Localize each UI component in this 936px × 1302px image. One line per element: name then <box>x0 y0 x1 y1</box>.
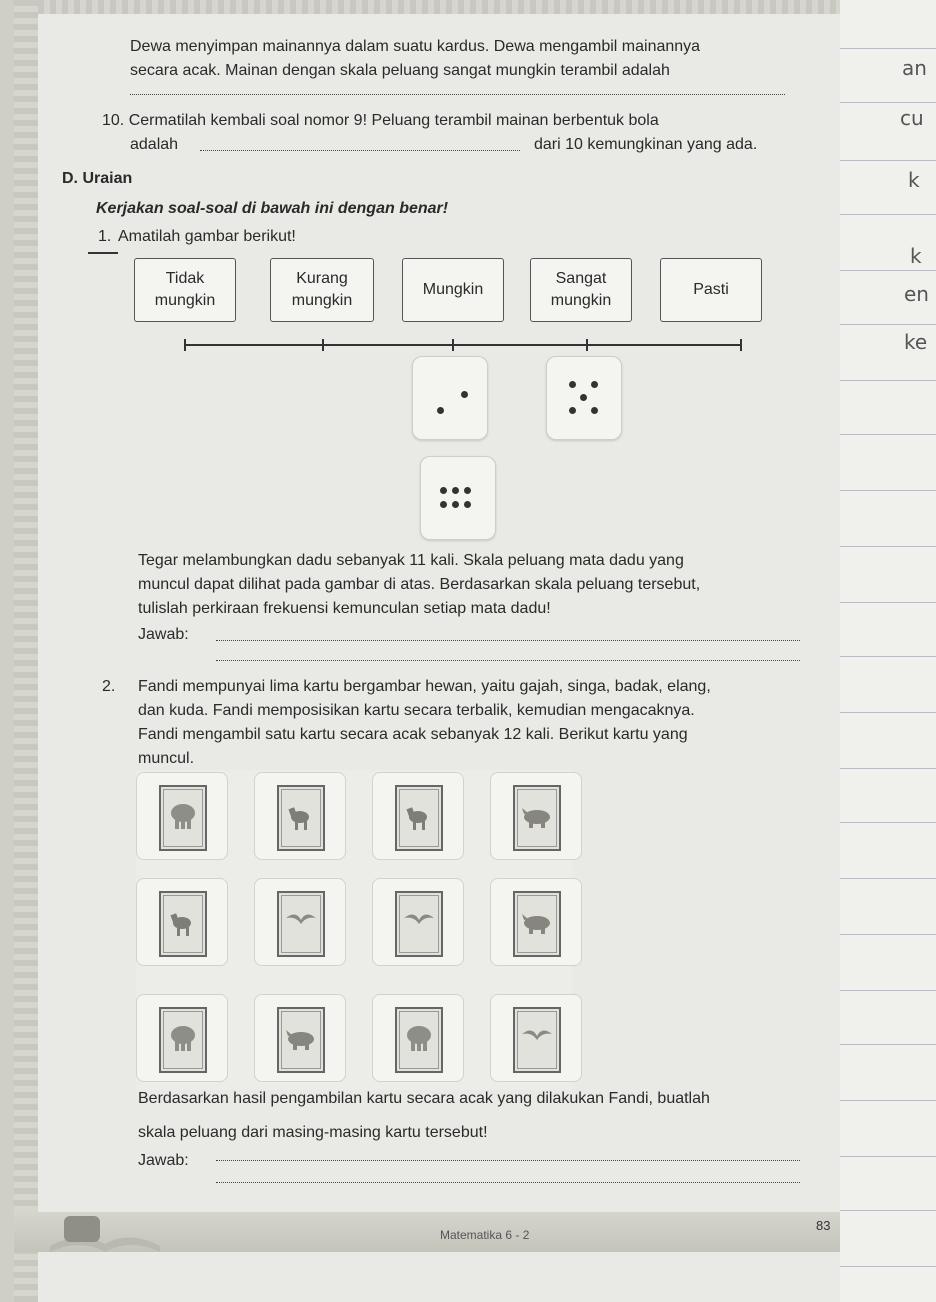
margin-note: cu <box>900 106 924 130</box>
card-kuda <box>372 772 464 860</box>
pen-underline <box>88 252 118 254</box>
q9-line2: secara acak. Mainan dengan skala peluang sangat mungkin terambil adalah <box>130 62 670 79</box>
page-number: 83 <box>816 1218 831 1233</box>
problem2-question-line2: skala peluang dari masing-masing kartu tersebut! <box>138 1124 488 1141</box>
q10-line2-start: adalah <box>130 136 179 153</box>
scale-label-line: Mungkin <box>422 281 484 298</box>
problem2-text-line4: muncul. <box>138 750 195 767</box>
margin-note: k <box>908 168 920 192</box>
scale-tick <box>740 339 742 351</box>
scale-tick <box>184 339 186 351</box>
problem2-answer-line1[interactable] <box>216 1160 800 1161</box>
problem2-number: 2. <box>102 678 116 695</box>
rhino-icon <box>284 1022 318 1056</box>
horse-icon <box>166 906 200 940</box>
page-top-border <box>14 0 840 14</box>
eagle-icon <box>402 906 436 940</box>
problem2-text-line1: Fandi mempunyai lima kartu bergambar hewan, yaitu gajah, singa, badak, elang, <box>138 678 711 695</box>
footer-book-title: Matematika 6 - 2 <box>440 1228 530 1242</box>
card-gajah <box>136 994 228 1082</box>
problem1-answer-line1[interactable] <box>216 640 800 641</box>
scale-tick <box>452 339 454 351</box>
q10-line2-end: dari 10 kemungkinan yang ada. <box>534 136 758 153</box>
scale-label-tidak-mungkin <box>134 258 236 322</box>
q10-answer-line[interactable] <box>200 150 520 151</box>
problem2-question-line1: Berdasarkan hasil pengambilan kartu secara acak yang dilakukan Fandi, buatlah <box>138 1090 710 1107</box>
scale-label-kurang-mungkin <box>270 258 374 322</box>
card-badak <box>490 772 582 860</box>
card-elang <box>372 878 464 966</box>
scale-label-line: mungkin <box>550 292 612 309</box>
rhino-icon <box>520 906 554 940</box>
card-gajah <box>372 994 464 1082</box>
elephant-icon <box>402 1022 436 1056</box>
elephant-icon <box>166 1022 200 1056</box>
q10-line1: 10. Cermatilah kembali soal nomor 9! Peluang terambil mainan berbentuk bola <box>102 112 659 129</box>
horse-icon <box>284 800 318 834</box>
q9-answer-line[interactable] <box>130 94 785 95</box>
card-kuda <box>136 878 228 966</box>
scale-label-line: mungkin <box>291 292 353 309</box>
problem1-text-line3: tulislah perkiraan frekuensi kemunculan setiap mata dadu! <box>138 600 551 617</box>
problem1-title: Amatilah gambar berikut! <box>118 228 296 245</box>
scale-label-mungkin <box>402 258 504 322</box>
card-kuda <box>254 772 346 860</box>
margin-note: an <box>902 56 927 80</box>
section-instruction: Kerjakan soal-soal di bawah ini dengan benar! <box>96 200 449 217</box>
problem1-answer-line2[interactable] <box>216 660 800 661</box>
scale-label-pasti <box>660 258 762 322</box>
probability-scale-line <box>184 344 742 346</box>
problem2-answer-label: Jawab: <box>138 1152 189 1169</box>
margin-note: en <box>904 282 929 306</box>
horse-icon <box>402 800 436 834</box>
scale-label-sangat-mungkin <box>530 258 632 322</box>
dice-face-2 <box>412 356 488 440</box>
margin-note: ke <box>904 330 928 354</box>
scale-tick <box>322 339 324 351</box>
scale-label-line: Kurang <box>296 270 348 287</box>
problem2-answer-line2[interactable] <box>216 1182 800 1183</box>
elephant-icon <box>166 800 200 834</box>
scale-label-line: mungkin <box>154 292 216 309</box>
q9-line1: Dewa menyimpan mainannya dalam suatu kardus. Dewa mengambil mainannya <box>130 38 701 55</box>
dice-face-6 <box>420 456 496 540</box>
card-elang <box>254 878 346 966</box>
problem2-text-line3: Fandi mengambil satu kartu secara acak sebanyak 12 kali. Berikut kartu yang <box>138 726 688 743</box>
scale-label-line: Sangat <box>555 270 607 287</box>
card-badak <box>490 878 582 966</box>
scale-label-line: Pasti <box>693 281 729 298</box>
card-elang <box>490 994 582 1082</box>
scale-tick <box>586 339 588 351</box>
book-icon <box>40 1206 170 1256</box>
problem2-text-line2: dan kuda. Fandi memposisikan kartu secara terbalik, kemudian mengacaknya. <box>138 702 695 719</box>
problem1-answer-label: Jawab: <box>138 626 189 643</box>
problem1-number: 1. <box>98 228 112 245</box>
problem1-text-line2: muncul dapat dilihat pada gambar di atas. Berdasarkan skala peluang tersebut, <box>138 576 701 593</box>
notebook-margin <box>840 0 936 1302</box>
margin-note: k <box>910 244 922 268</box>
problem1-text-line1: Tegar melambungkan dadu sebanyak 11 kali. Skala peluang mata dadu yang <box>138 552 684 569</box>
page-left-border <box>14 0 38 1302</box>
scale-label-line: Tidak <box>165 270 205 287</box>
section-heading: D. Uraian <box>62 170 133 187</box>
card-badak <box>254 994 346 1082</box>
eagle-icon <box>520 1022 554 1056</box>
rhino-icon <box>520 800 554 834</box>
eagle-icon <box>284 906 318 940</box>
card-gajah <box>136 772 228 860</box>
dice-face-5 <box>546 356 622 440</box>
